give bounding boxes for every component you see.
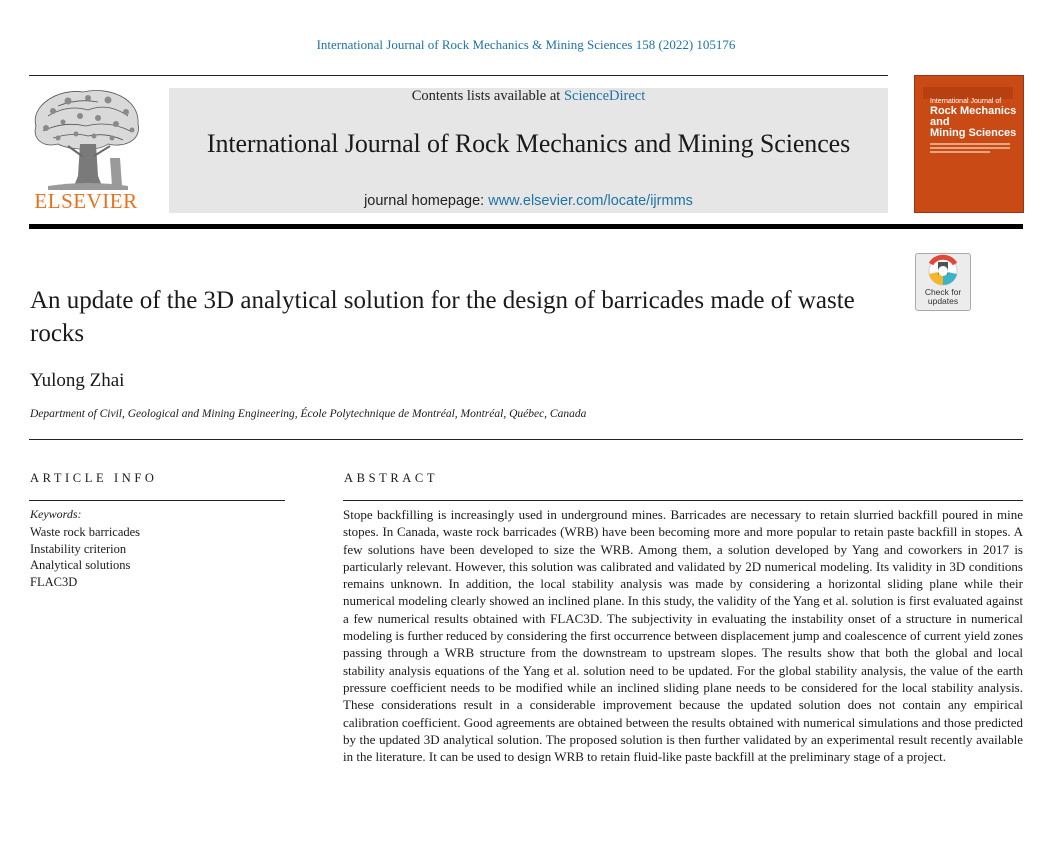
abstract-rule [343, 500, 1023, 501]
check-for-updates-label [916, 288, 970, 306]
journal-masthead [169, 88, 888, 213]
abstract-heading: ABSTRACT [344, 471, 439, 485]
header-rule [29, 75, 888, 76]
elsevier-wordmark: ELSEVIER [34, 189, 138, 213]
journal-title: International Journal of Rock Mechanics and Mining Sciences [206, 129, 851, 158]
keyword-item: Instability criterion [30, 541, 127, 556]
homepage-prefix: journal homepage: [364, 193, 489, 209]
check-for-updates-badge[interactable] [915, 253, 971, 311]
header-thick-rule [29, 224, 1023, 229]
cover-title-line4: Mining Sciences [930, 127, 1017, 139]
article-info-heading: ARTICLE INFO [30, 471, 158, 485]
author-affiliation: Department of Civil, Geological and Mining Engineering, École Polytechnique de Montréal, Montréal, Québec, Canada [30, 408, 587, 420]
cover-title-line1: International Journal of [930, 98, 1002, 105]
contents-prefix: Contents lists available at [411, 88, 564, 104]
author-name[interactable]: Yulong Zhai [30, 370, 125, 391]
contents-line [169, 88, 888, 105]
cover-title-main [930, 106, 1022, 139]
keywords-list [30, 524, 140, 590]
abstract-body: Stope backfilling is increasingly used in underground mines. Barricades are necessary to retain slurried backfill poured in mine stopes. In Canada, waste rock barricades (WRB) have been becoming more and more popular to retain paste backfill in stopes. A few solutions have been developed to size the WRB. Among them, a solution developed by Yang and coworkers in 2017 is particularly relevant. However, this solution was calibrated and validated by 2D numerical modeling. Its validity in 3D conditions remains unknown. In addition, the local stability analysis was made by considering a horizontal sliding plane while their numerical modeling clearly showed an inclined plane. In this study, the validity of the Yang et al. solution is first evaluated against a few numerical results obtained with FLAC3D. The subjectivity in evaluating the instability onset of a structure in numerical modeling is further reduced by considering the first occurrence between displacement jump and coalescence of current yield zones passing through a WRB structure from the downstream to upstream slopes. The results show that both the global and local stability analysis equations of the Yang et al. solution need to be updated. For the global stability analysis, the value of the earth pressure coefficient needs to be modified while an inclined sliding plane needs to be considered for the local stability analysis. These considerations result in a considerable improvement because the updated solution does not contain any empirical calibration coefficient. Good agreements are obtained between the results obtained with numerical simulations and those predicted by the updated 3D analytical solution. The proposed solution is then further validated by an experimental result recently available in the literature. It can be used to design WRB to retain fluid-like paste backfill at the preliminary stage of a project. [343, 507, 1023, 765]
keyword-item: FLAC3D [30, 574, 78, 589]
elsevier-logo[interactable] [28, 86, 146, 214]
keyword-item: Waste rock barricades [30, 525, 141, 539]
journal-cover-thumbnail[interactable] [914, 75, 1024, 213]
section-rule [29, 439, 1023, 440]
cover-title-line2: Rock Mechanics [930, 105, 1017, 117]
sciencedirect-link[interactable]: ScienceDirect [563, 88, 646, 104]
cover-decor-line [930, 151, 990, 153]
article-info-rule [29, 500, 285, 501]
cover-decor-line [930, 147, 1010, 149]
homepage-link[interactable]: www.elsevier.com/locate/ijrmms [488, 193, 693, 209]
keywords-label: Keywords: [30, 507, 82, 521]
elsevier-tree-icon [28, 86, 146, 191]
check-for-updates-label-line2: updates [927, 296, 959, 306]
cover-title-line3: and [930, 116, 950, 128]
homepage-line [169, 193, 888, 209]
cover-decor-line [930, 143, 1010, 145]
journal-citation[interactable]: International Journal of Rock Mechanics & Mining Sciences 158 (2022) 105176 [316, 37, 736, 52]
keyword-item: Analytical solutions [30, 558, 131, 572]
crossmark-icon [916, 254, 970, 288]
article-title: An update of the 3D analytical solution for the design of barricades made of waste rocks [30, 287, 855, 347]
check-for-updates-label-line1: Check for [924, 287, 962, 297]
